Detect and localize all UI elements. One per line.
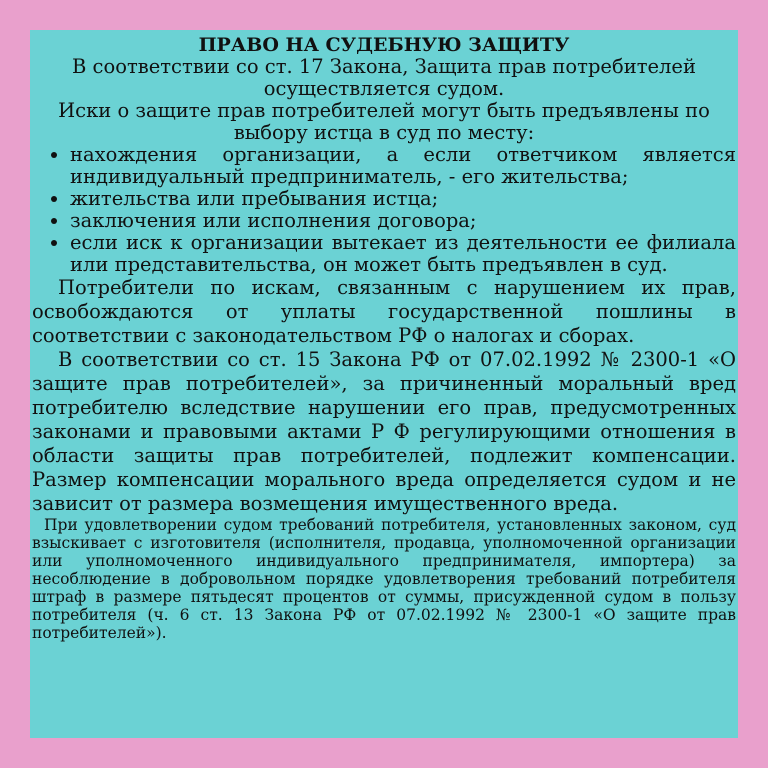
list-item: • если иск к организации вытекает из деятельности ее филиала или представительства, он может быть предъявлен в суд. [70, 232, 736, 276]
list-item: • нахождения организации, а если ответчиком является индивидуальный предприниматель, - его жительства; [70, 144, 736, 188]
content-card [30, 30, 738, 738]
intro-paragraph-1: В соответствии со ст. 17 Закона, Защита прав потребителей осуществляется судом. [72, 55, 696, 100]
fine-paragraph: При удовлетворении судом требований потребителя, установленных законом, суд взыскивает с изготовителя (исполнителя, продавца, уполномоченной организации или уполномоченного индивидуального предпринимателя, импортера) за несоблюдение в добровольном порядке удовлетворения требований потребителя штраф в размере пятьдесят процентов от суммы, присужденной судом в пользу потребителя (ч. 6 ст. 13 Закона РФ от 07.02.1992 № 2300-1 «О защите прав потребителей»). [32, 516, 736, 642]
state-fee-paragraph: Потребители по искам, связанным с нарушением их прав, освобождаются от уплаты государственной пошлины в соответствии с законодательством РФ о налогах и сборах. [32, 276, 736, 347]
intro-paragraph-2: Иски о защите прав потребителей могут быть предъявлены по выбору истца в суд по месту: [58, 99, 710, 144]
jurisdiction-list [32, 144, 736, 276]
moral-damage-paragraph: В соответствии со ст. 15 Закона РФ от 07.02.1992 № 2300-1 «О защите прав потребителей», за причиненный моральный вред потребителю вследствие нарушении его прав, предусмотренных законами и правовыми актами Р Ф регулирующими отношения в области защиты прав потребителей, подлежит компенсации. Размер компенсации морального вреда определяется судом и не зависит от размера возмещения имущественного вреда. [32, 348, 736, 515]
page-title: ПРАВО НА СУДЕБНУЮ ЗАЩИТУ [198, 34, 570, 56]
list-item: • заключения или исполнения договора; [70, 210, 736, 232]
list-item: • жительства или пребывания истца; [70, 188, 736, 210]
